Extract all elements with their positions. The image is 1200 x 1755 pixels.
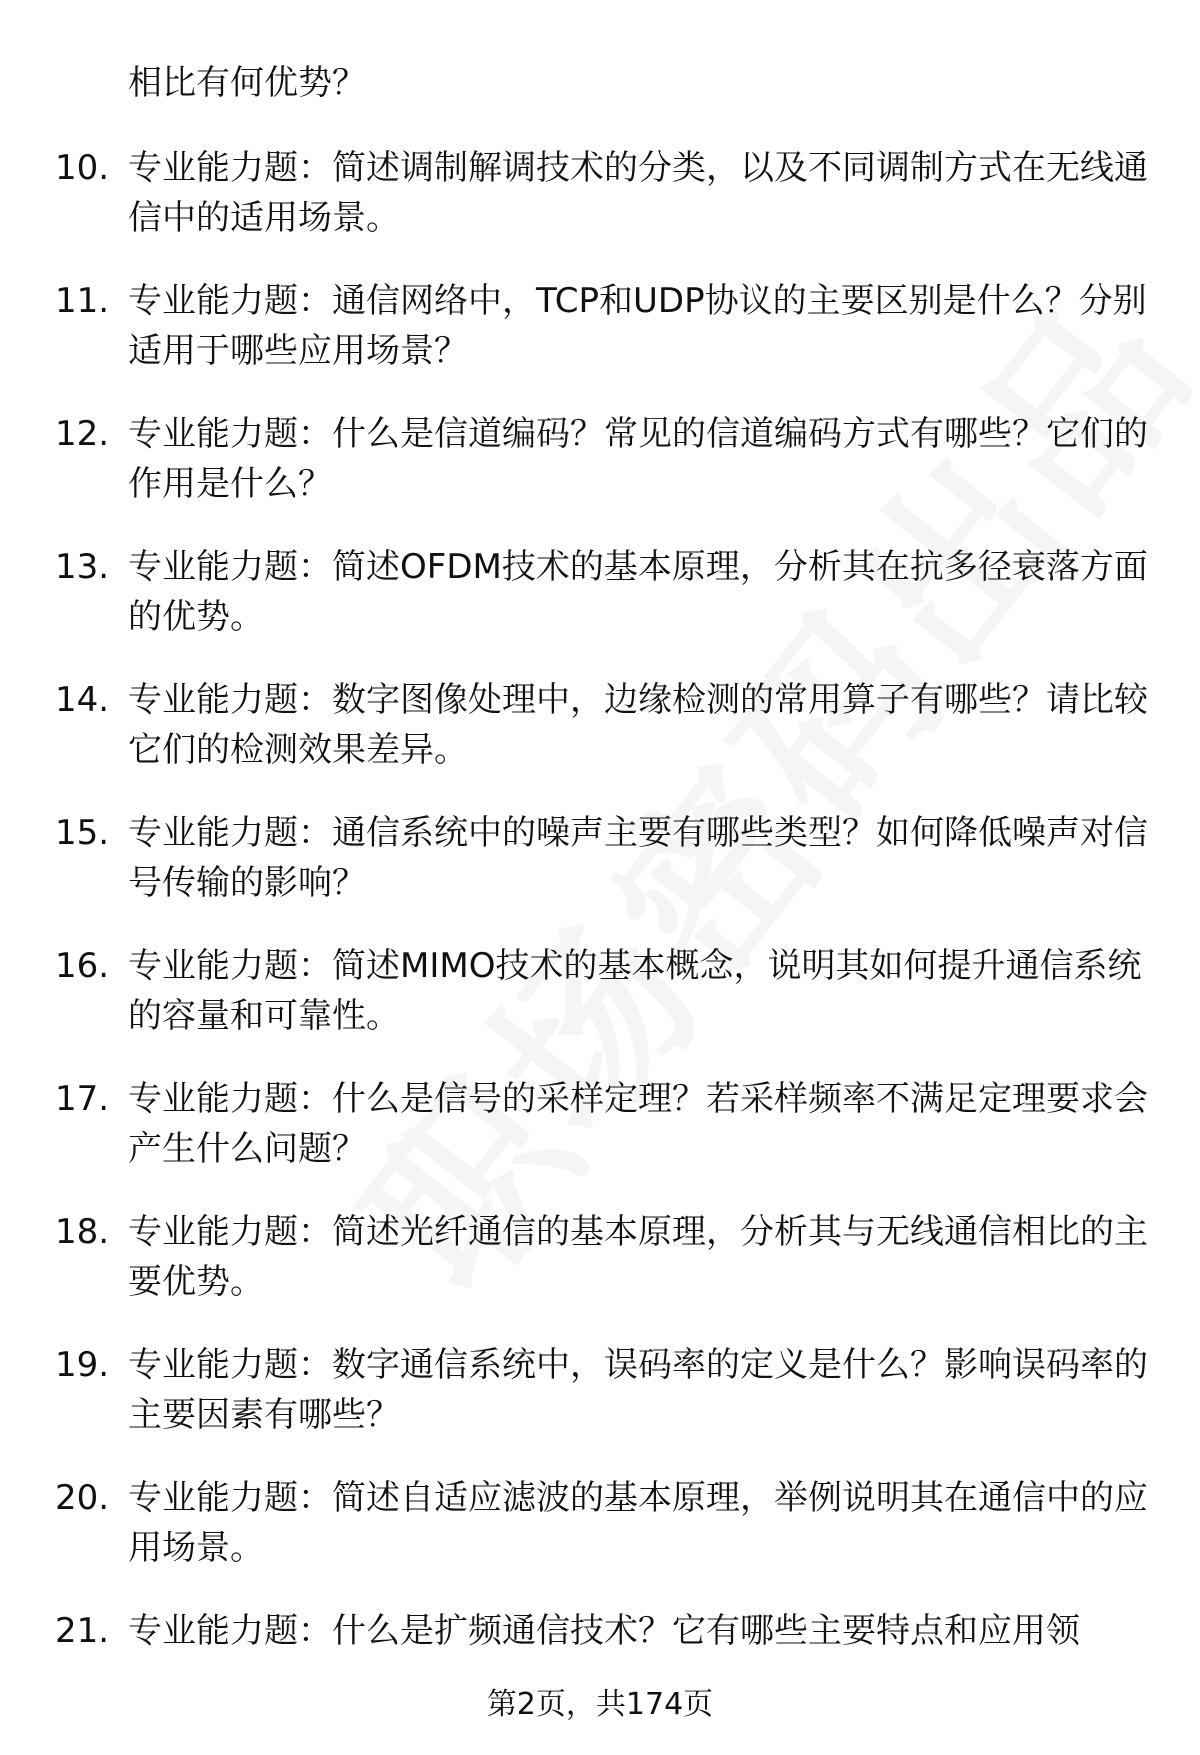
item-number: 14. — [55, 680, 110, 720]
item-number: 20. — [55, 1478, 110, 1518]
list-item — [0, 409, 1200, 542]
item-text: 专业能力题：什么是信号的采样定理？若采样频率不满足定理要求会产生什么问题？ — [128, 1079, 1148, 1169]
item-number: 13. — [55, 547, 110, 587]
item-text: 专业能力题：简述MIMO技术的基本概念，说明其如何提升通信系统的容量和可靠性。 — [128, 946, 1142, 1036]
list-item — [0, 1340, 1200, 1473]
item-number: 10. — [55, 148, 110, 188]
item-text: 专业能力题：通信系统中的噪声主要有哪些类型？如何降低噪声对信号传输的影响？ — [128, 813, 1148, 903]
list-item — [0, 1207, 1200, 1340]
item-number: 17. — [55, 1079, 110, 1119]
item-text: 专业能力题：简述自适应滤波的基本原理，举例说明其在通信中的应用场景。 — [128, 1478, 1148, 1568]
item-text: 专业能力题：简述OFDM技术的基本原理，分析其在抗多径衰落方面的优势。 — [128, 547, 1148, 637]
item-number: 11. — [55, 281, 110, 321]
list-item — [0, 143, 1200, 276]
item-number: 18. — [55, 1212, 110, 1252]
continuation-text: 相比有何优势？ — [128, 63, 366, 103]
item-text: 专业能力题：通信网络中，TCP和UDP协议的主要区别是什么？分别适用于哪些应用场景？ — [128, 281, 1147, 371]
item-number: 21. — [55, 1611, 110, 1651]
item-number: 12. — [55, 414, 110, 454]
list-item — [0, 276, 1200, 409]
list-item — [0, 808, 1200, 941]
list-item — [0, 1473, 1200, 1606]
list-item — [0, 1074, 1200, 1207]
item-text: 专业能力题：简述调制解调技术的分类，以及不同调制方式在无线通信中的适用场景。 — [128, 148, 1148, 238]
item-text: 专业能力题：数字通信系统中，误码率的定义是什么？影响误码率的主要因素有哪些？ — [128, 1345, 1148, 1435]
list-item — [0, 941, 1200, 1074]
item-number: 16. — [55, 946, 110, 986]
item-text: 专业能力题：数字图像处理中，边缘检测的常用算子有哪些？请比较它们的检测效果差异。 — [128, 680, 1148, 770]
item-text: 专业能力题：简述光纤通信的基本原理，分析其与无线通信相比的主要优势。 — [128, 1212, 1148, 1302]
list-item — [0, 675, 1200, 808]
question-list — [0, 143, 1200, 1739]
item-text: 专业能力题：什么是信道编码？常见的信道编码方式有哪些？它们的作用是什么？ — [128, 414, 1148, 504]
item-number: 19. — [55, 1345, 110, 1385]
item-number: 15. — [55, 813, 110, 853]
item-text: 专业能力题：什么是扩频通信技术？它有哪些主要特点和应用领 — [128, 1611, 1080, 1651]
list-item — [0, 542, 1200, 675]
page-number: 第2页，共174页 — [486, 1687, 714, 1722]
